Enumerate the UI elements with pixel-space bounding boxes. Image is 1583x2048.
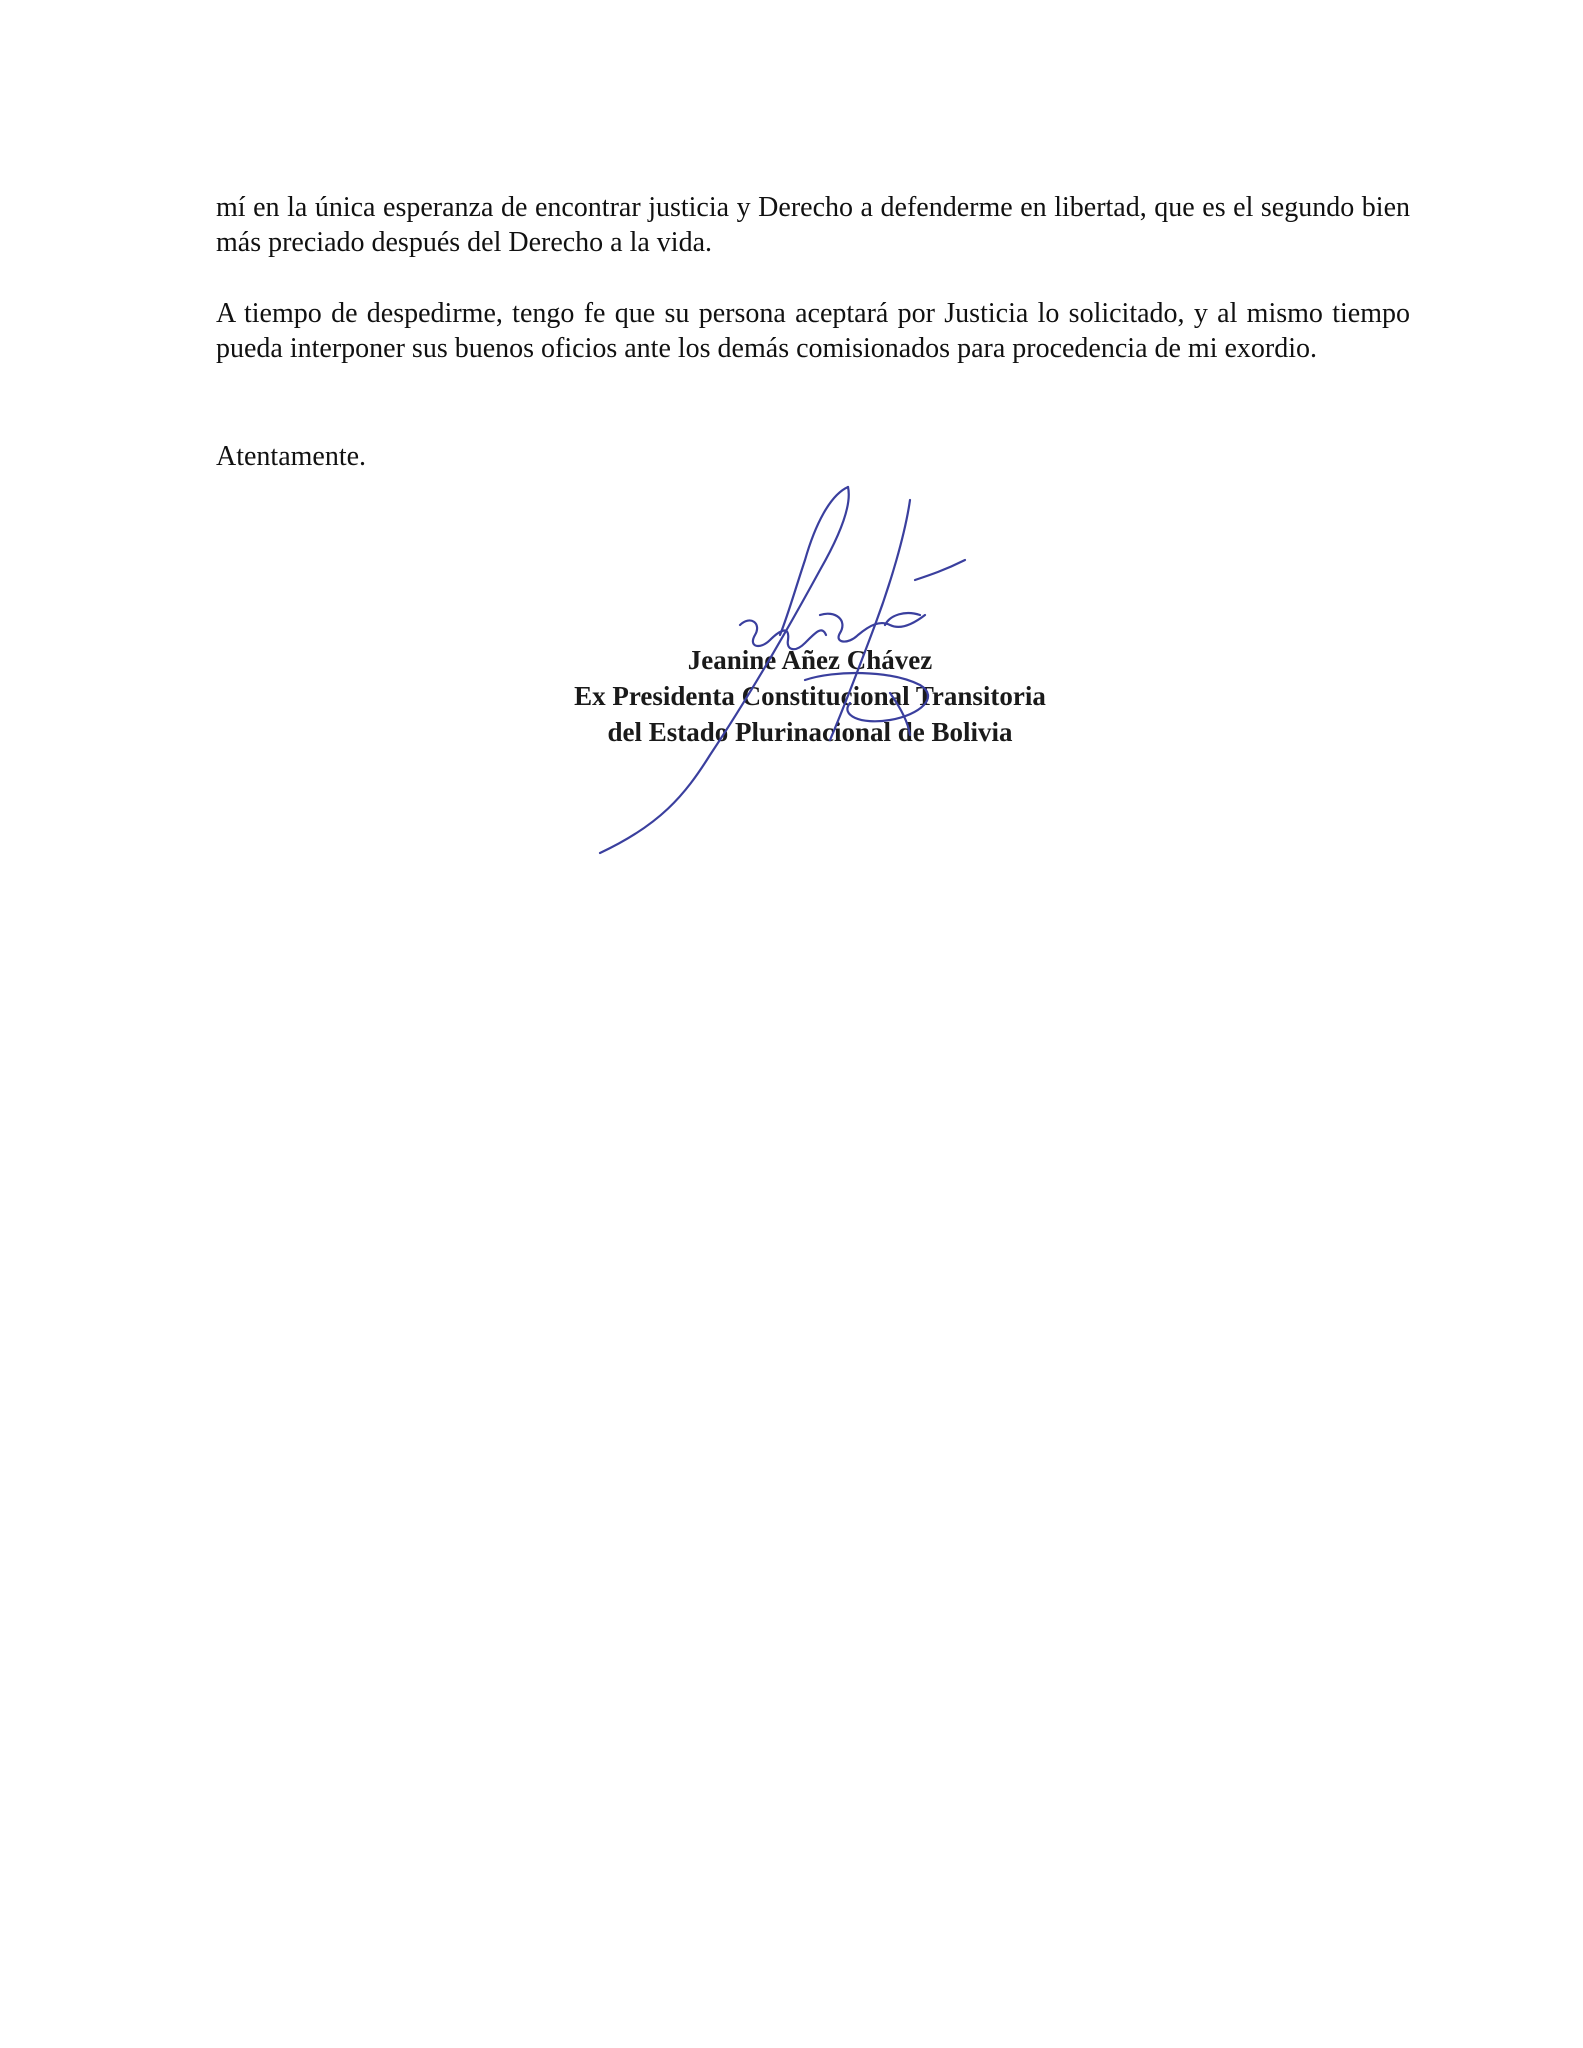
signature-block xyxy=(480,642,1140,750)
signatory-title: Ex Presidenta Constitucional Transitoria xyxy=(574,681,1046,711)
closing-salutation: Atentamente. xyxy=(216,441,367,472)
signatory-name: Jeanine Añez Chávez xyxy=(687,645,933,675)
paragraph-farewell: A tiempo de despedirme, tengo fe que su persona aceptará por Justicia lo solicitado, y al mismo tiempo pueda interponer sus buenos oficios ante los demás comisionados para procedencia de mi exordio. xyxy=(216,298,1410,364)
signatory-office: del Estado Plurinacional de Bolivia xyxy=(607,717,1013,747)
paragraph-justice: mí en la única esperanza de encontrar justicia y Derecho a defenderme en libertad, que es el segundo bien más preciado después del Derecho a la vida. xyxy=(216,192,1410,258)
